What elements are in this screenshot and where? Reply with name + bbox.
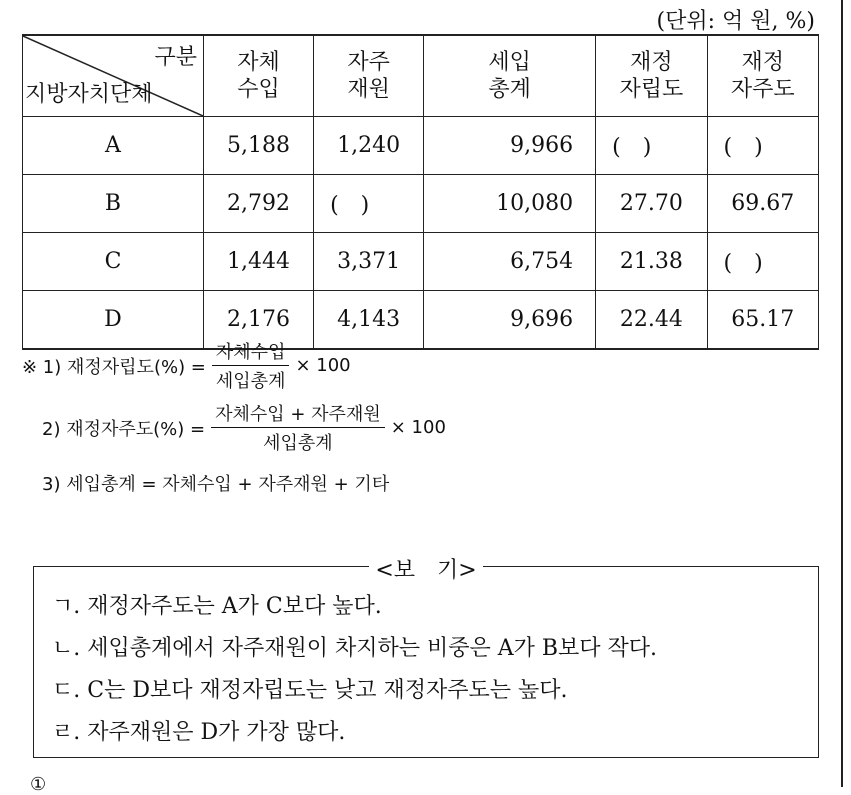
option-item: ㄱ. 재정자주도는 A가 C보다 높다. [52, 594, 382, 619]
header-total-revenue: 세입 총계 [424, 35, 596, 117]
cell-value: 2,176 [204, 291, 314, 350]
row-name: C [23, 233, 204, 291]
page-right-rule [841, 0, 843, 787]
cell-value: 2,792 [204, 175, 314, 233]
cell-blank: ( ) [596, 117, 707, 175]
answer-choice-partial: ① [30, 774, 47, 795]
footnote-1: ※ 1) 재정자립도(%) = $\frac{\text{자체수입}}{\text{세입총계}}$ × 100 [22, 338, 351, 393]
header-dependent-revenue: 자주 재원 [314, 35, 424, 117]
corner-label-bottom: 지방자치단체 [25, 81, 153, 107]
row-name: A [23, 117, 204, 175]
header-fiscal-independence: 재정 자립도 [596, 35, 707, 117]
option-item: ㄴ. 세입총계에서 자주재원이 차지하는 비중은 A가 B보다 작다. [52, 636, 658, 661]
fraction-2: $\frac{\text{자체수입 + 자주재원}}{\text{세입총계}}$ [213, 400, 383, 455]
cell-value: 4,143 [314, 291, 424, 350]
cell-value: 10,080 [424, 175, 596, 233]
cell-value: 65.17 [707, 291, 818, 350]
table-row [23, 233, 819, 291]
option-item: ㄹ. 자주재원은 D가 가장 많다. [52, 720, 346, 745]
box-title: <보 기> [34, 553, 818, 584]
fraction-1: $\frac{\text{자체수입}}{\text{세입총계}}$ [214, 338, 288, 393]
cell-value: 69.67 [707, 175, 818, 233]
cell-blank: ( ) [707, 233, 818, 291]
footnote-3: 3) 세입총계 = 자체수입 + 자주재원 + 기타 [42, 474, 390, 495]
cell-value: 6,754 [424, 233, 596, 291]
cell-value: 9,696 [424, 291, 596, 350]
row-name: D [23, 291, 204, 350]
choices-box [33, 558, 819, 758]
row-name: B [23, 175, 204, 233]
corner-label-top: 구분 [154, 45, 197, 70]
unit-label: (단위: 억 원, %) [656, 9, 815, 34]
cell-value: 27.70 [596, 175, 707, 233]
footnote-2: 2) 재정자주도(%) = $\frac{\text{자체수입 + 자주재원}}{\text{세입총계}}$ × 100 [42, 400, 446, 455]
cell-value: 21.38 [596, 233, 707, 291]
header-self-revenue: 자체 수입 [204, 35, 314, 117]
cell-value: 5,188 [204, 117, 314, 175]
table-header-row [23, 35, 819, 117]
table-row [23, 175, 819, 233]
cell-value: 3,371 [314, 233, 424, 291]
corner-cell [23, 35, 204, 117]
header-fiscal-autonomy: 재정 자주도 [707, 35, 818, 117]
cell-blank: ( ) [707, 117, 818, 175]
cell-value: 1,240 [314, 117, 424, 175]
option-item: ㄷ. C는 D보다 재정자립도는 낮고 재정자주도는 높다. [52, 678, 568, 703]
cell-value: 1,444 [204, 233, 314, 291]
cell-value: 22.44 [596, 291, 707, 350]
data-table [22, 34, 819, 350]
cell-blank: ( ) [314, 175, 424, 233]
table-row [23, 117, 819, 175]
cell-value: 9,966 [424, 117, 596, 175]
